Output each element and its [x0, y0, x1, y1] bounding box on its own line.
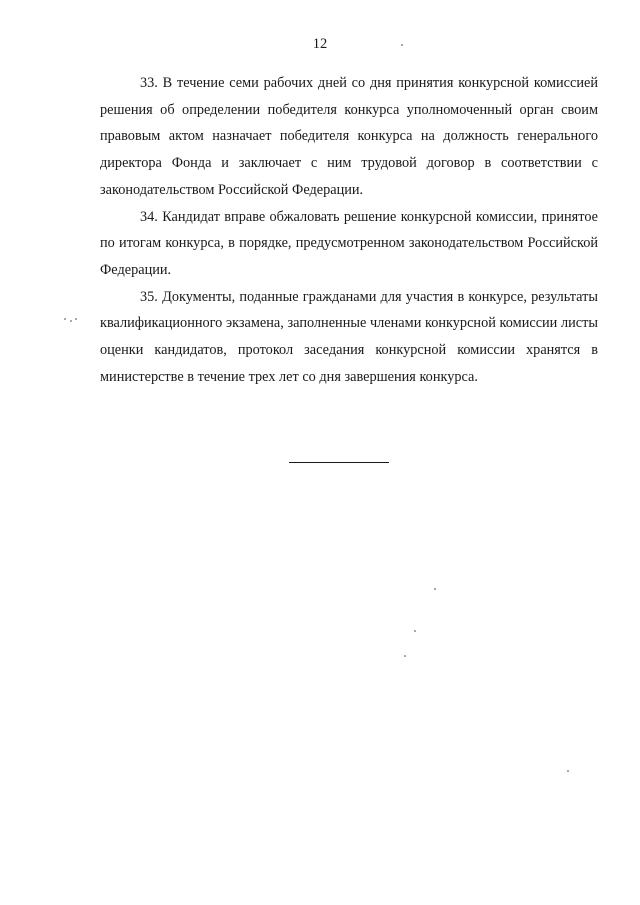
scan-speck [64, 318, 66, 320]
scan-speck [75, 318, 77, 320]
document-body [100, 70, 598, 390]
paragraph-34: 34. Кандидат вправе обжаловать решение конкурсной комиссии, принятое по итогам конкурса, в порядке, предусмотренном законодательством Российской Федерации. [100, 208, 598, 278]
paragraph-33: 33. В течение семи рабочих дней со дня принятия конкурсной комиссией решения об определении победителя конкурса уполномоченный орган своим правовым актом назначает победителя конкурса на должность генерального директора Фонда и заключает с ним трудовой договор в соответствии с законодательством Российской Федерации. [100, 75, 598, 198]
scan-speck [70, 320, 72, 322]
end-separator-line [289, 462, 389, 463]
scan-speck [567, 770, 569, 772]
scan-speck [414, 630, 416, 632]
scan-speck [401, 44, 403, 46]
scan-speck [434, 588, 436, 590]
paragraph-35: 35. Документы, поданные гражданами для участия в конкурсе, результаты квалификационного экзамена, заполненные членами конкурсной комиссии листы оценки кандидатов, протокол заседания конкурсной комиссии хранятся в министерстве в течение трех лет со дня завершения конкурса. [100, 288, 598, 385]
page-number: 12 [312, 36, 328, 52]
scan-speck [404, 655, 406, 657]
